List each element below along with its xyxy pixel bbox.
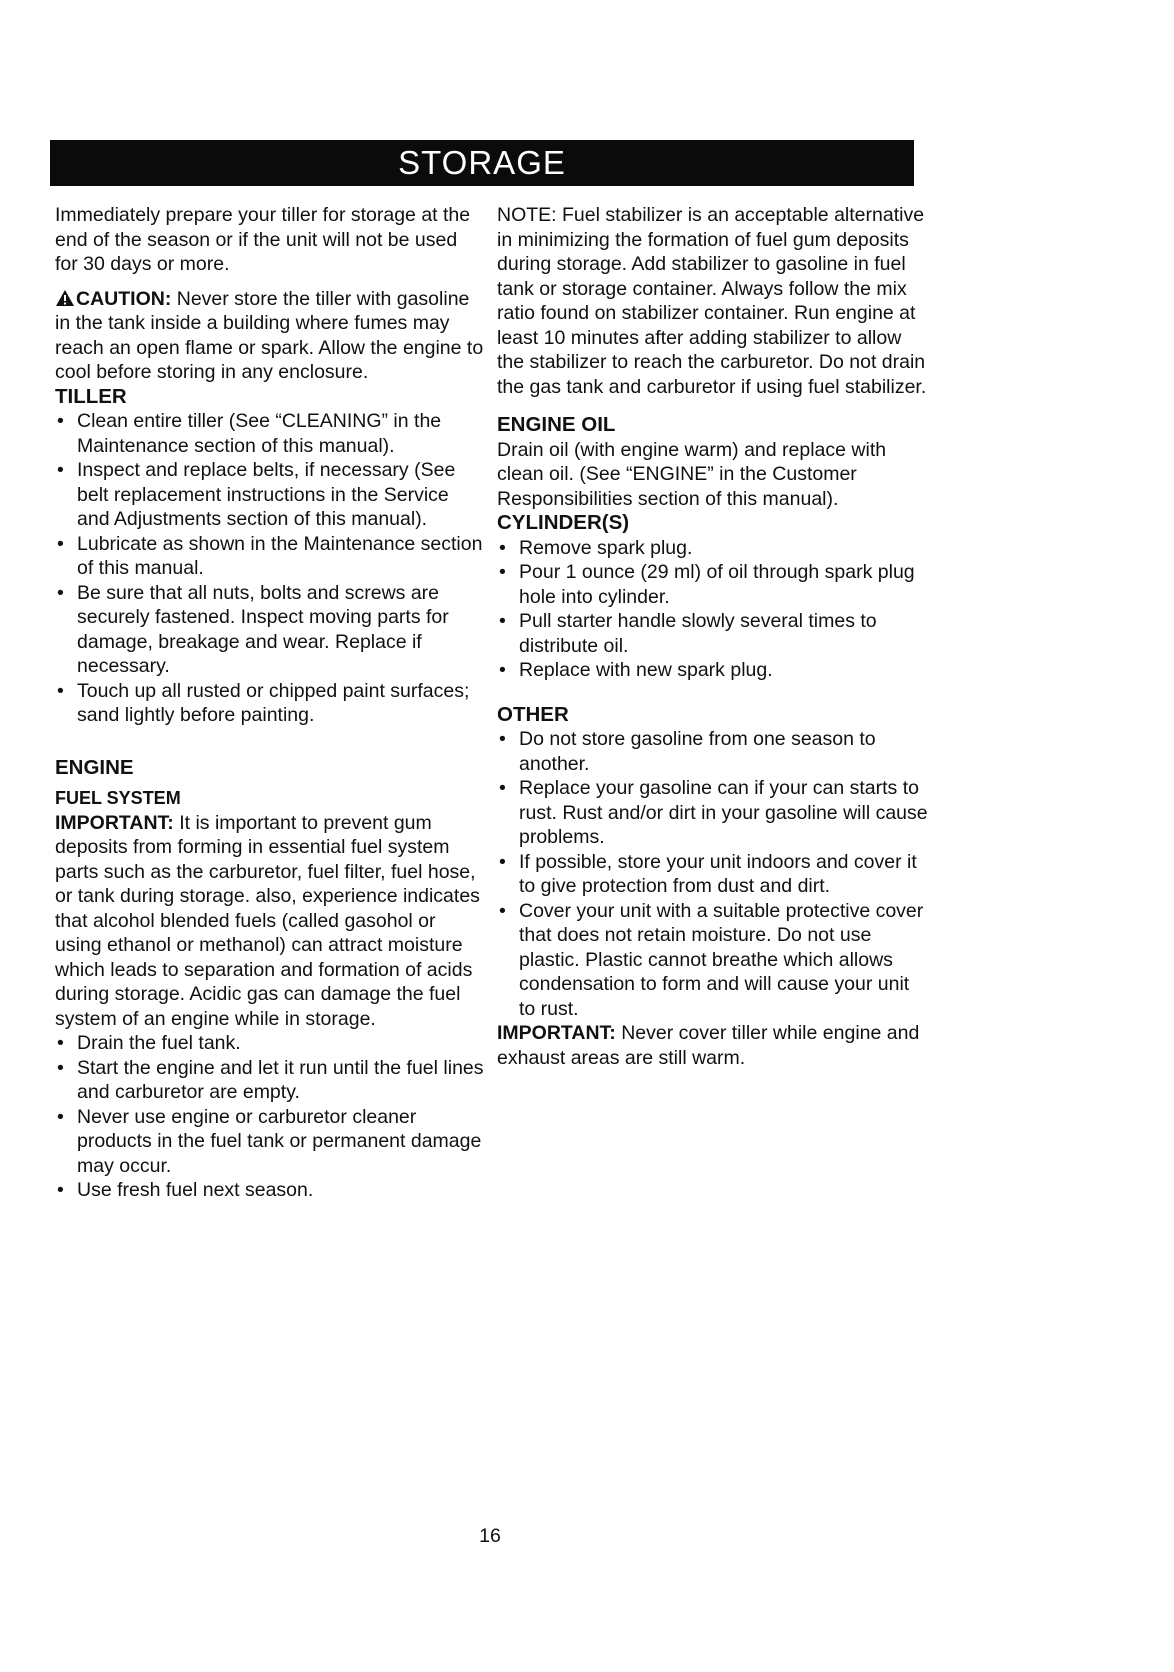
cylinders-list [497, 536, 929, 683]
caution-paragraph [55, 287, 485, 385]
tiller-heading: TILLER [55, 384, 127, 408]
bullet: • [499, 728, 506, 750]
bullet: • [57, 1105, 64, 1128]
bullet: • [499, 899, 506, 922]
engine-heading: ENGINE [55, 755, 134, 779]
cylinders-heading: CYLINDER(S) [497, 511, 630, 534]
other-important-paragraph [497, 1021, 929, 1070]
note-label: NOTE: [497, 204, 557, 226]
engine-oil-heading: ENGINE OIL [497, 413, 616, 436]
list-item: • If possible, store your unit indoors and cover it to give protection from dust and dirt. [499, 850, 917, 897]
engine-oil-text: Drain oil (with engine warm) and replace with clean oil. (See “ENGINE” in the Customer Responsibilities section of this manual). [497, 438, 887, 510]
list-item: • Drain the fuel tank. [57, 1032, 241, 1054]
caution-label: CAUTION: [76, 287, 172, 310]
other-list [497, 727, 929, 1021]
important-label: IMPORTANT: [497, 1022, 616, 1044]
other-heading: OTHER [497, 702, 569, 726]
bullet: • [57, 1032, 64, 1054]
list-item: • Clean entire tiller (See “CLEANING” in the Maintenance section of this manual). [57, 410, 442, 457]
bullet: • [499, 610, 506, 632]
page-number: 16 [479, 1525, 501, 1547]
list-item: • Remove spark plug. [499, 536, 693, 559]
list-item: • Pour 1 ounce (29 ml) of oil through spark plug hole into cylinder. [499, 561, 915, 608]
fuel-important-paragraph [55, 811, 485, 1032]
bullet: • [499, 659, 506, 681]
storage-banner [50, 140, 914, 186]
warning-triangle-icon [55, 289, 75, 307]
bullet: • [57, 581, 64, 604]
list-item: • Never use engine or carburetor cleaner products in the fuel tank or permanent damage may occur. [57, 1105, 482, 1177]
note-text: Fuel stabilizer is an acceptable alternative in minimizing the formation of fuel gum deposits during storage. Add stabilizer to gasoline in fuel tank or storage container. Always follow the mix ratio found on stabilizer container. Run engine at least 10 minutes after adding stabilizer to allow the stabilizer to reach the carburetor. Do not drain the gas tank and carburetor if using fuel stabilizer. [497, 204, 927, 398]
fuel-system-list [55, 1031, 485, 1203]
important-label: IMPORTANT: [55, 811, 174, 834]
left-column [55, 203, 485, 1203]
list-item: • Be sure that all nuts, bolts and screws are securely fastened. Inspect moving parts for damage, breakage and wear. Replace if necessary. [57, 581, 449, 677]
list-item: • Touch up all rusted or chipped paint surfaces; sand lightly before painting. [57, 679, 470, 726]
list-item: • Inspect and replace belts, if necessary (See belt replacement instructions in the Service and Adjustments section of this manual). [57, 459, 456, 530]
caution-text: Never store the tiller with gasoline in the tank inside a building where fumes may reach an open flame or spark. Allow the engine to cool before storing in any enclosure. [55, 287, 484, 383]
bullet: • [499, 850, 506, 873]
note-paragraph [497, 203, 929, 399]
list-item: • Lubricate as shown in the Maintenance section of this manual. [57, 532, 483, 579]
bullet: • [499, 536, 506, 559]
list-item: • Cover your unit with a suitable protective cover that does not retain moisture. Do not use plastic. Plastic cannot breathe which allows condensation to form and will cause your unit to rust. [499, 899, 924, 1020]
intro-paragraph: Immediately prepare your tiller for storage at the end of the season or if the unit will not be used for 30 days or more. [55, 204, 471, 275]
tiller-list [55, 409, 485, 728]
list-item: • Use fresh fuel next season. [57, 1179, 314, 1201]
list-item: • Replace your gasoline can if your can starts to rust. Rust and/or dirt in your gasoline will cause problems. [499, 777, 928, 848]
page-title: STORAGE [398, 144, 566, 181]
list-item: • Do not store gasoline from one season to another. [499, 728, 876, 775]
important-text: It is important to prevent gum deposits from forming in essential fuel system parts such as the carburetor, fuel filter, fuel hose, or tank during storage. also, experience indicates that alcohol blended fuels (called gasohol or using ethanol or methanol) can attract moisture which leads to separation and formation of acids during storage. Acidic gas can damage the fuel system of an engine while in storage. [55, 811, 480, 1030]
bullet: • [57, 679, 64, 702]
list-item: • Start the engine and let it run until the fuel lines and carburetor are empty. [57, 1056, 484, 1103]
list-item: • Pull starter handle slowly several times to distribute oil. [499, 610, 877, 657]
important-text: Never cover tiller while engine and exhaust areas are still warm. [497, 1022, 920, 1069]
right-column [497, 203, 929, 1070]
bullet: • [57, 1056, 64, 1079]
fuel-system-heading: FUEL SYSTEM [55, 788, 181, 808]
bullet: • [499, 561, 506, 583]
bullet: • [57, 459, 64, 481]
list-item: • Replace with new spark plug. [499, 659, 773, 681]
bullet: • [57, 1179, 64, 1201]
bullet: • [499, 777, 506, 799]
bullet: • [57, 532, 64, 555]
bullet: • [57, 410, 64, 432]
